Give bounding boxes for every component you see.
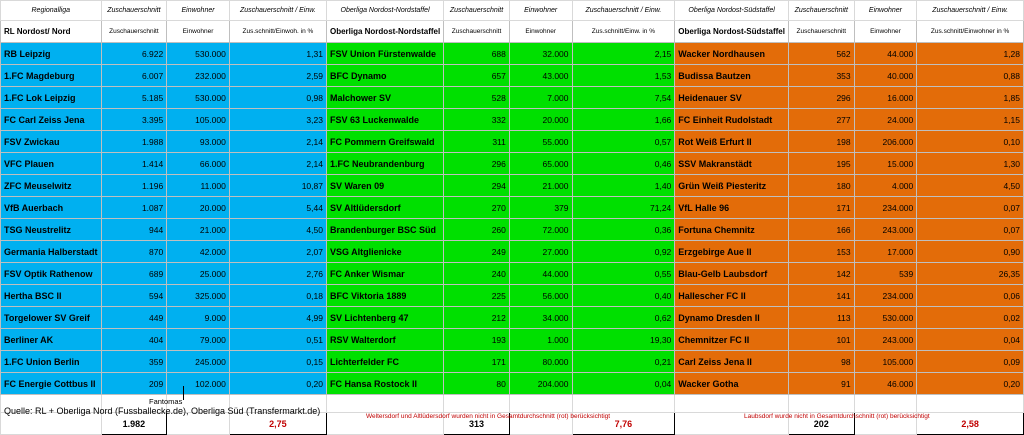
value-cell[interactable]: 0,90 (917, 241, 1024, 263)
empty-cell[interactable] (854, 395, 917, 413)
club-cell[interactable]: FC Energie Cottbus II (1, 373, 102, 395)
club-cell[interactable]: Blau-Gelb Laubsdorf (675, 263, 789, 285)
value-cell[interactable]: 101 (788, 329, 854, 351)
value-cell[interactable]: 4.000 (854, 175, 917, 197)
total-ratio-cell[interactable]: 2,75 (229, 413, 326, 435)
club-cell[interactable]: Dynamo Dresden II (675, 307, 789, 329)
value-cell[interactable]: 1.414 (101, 153, 167, 175)
header-cell[interactable]: Einwohner (854, 21, 917, 43)
value-cell[interactable]: 657 (444, 65, 510, 87)
value-cell[interactable]: 204.000 (509, 373, 572, 395)
empty-cell[interactable] (917, 395, 1024, 413)
value-cell[interactable]: 944 (101, 219, 167, 241)
value-cell[interactable]: 198 (788, 131, 854, 153)
value-cell[interactable]: 72.000 (509, 219, 572, 241)
value-cell[interactable]: 102.000 (167, 373, 230, 395)
club-cell[interactable]: Torgelower SV Greif (1, 307, 102, 329)
club-cell[interactable]: RB Leipzig (1, 43, 102, 65)
club-cell[interactable]: BFC Dynamo (326, 65, 443, 87)
value-cell[interactable]: 234.000 (854, 285, 917, 307)
fantomas-label: Fantomas (149, 397, 183, 406)
header-row (1, 21, 1024, 43)
club-cell[interactable]: Chemnitzer FC II (675, 329, 789, 351)
header-top-cell[interactable]: Oberliga Nordost-Südstaffel (675, 1, 789, 21)
value-cell[interactable]: 0,15 (229, 351, 326, 373)
club-cell[interactable]: Malchower SV (326, 87, 443, 109)
club-cell[interactable]: Rot Weiß Erfurt II (675, 131, 789, 153)
value-cell[interactable]: 105.000 (854, 351, 917, 373)
club-cell[interactable]: Heidenauer SV (675, 87, 789, 109)
table-row (1, 153, 1024, 175)
value-cell[interactable]: 249 (444, 241, 510, 263)
club-cell[interactable]: VfB Auerbach (1, 197, 102, 219)
value-cell[interactable]: 1,28 (917, 43, 1024, 65)
value-cell[interactable]: 6.922 (101, 43, 167, 65)
table-row (1, 65, 1024, 87)
table-row (1, 351, 1024, 373)
value-cell[interactable]: 212 (444, 307, 510, 329)
value-cell[interactable]: 1,85 (917, 87, 1024, 109)
value-cell[interactable]: 0,10 (917, 131, 1024, 153)
header-top-cell[interactable]: Zuschauerschnitt (444, 1, 510, 21)
header-top-cell[interactable]: Zuschauerschnitt (101, 1, 167, 21)
club-cell[interactable]: Carl Zeiss Jena II (675, 351, 789, 373)
value-cell[interactable]: 243.000 (854, 219, 917, 241)
value-cell[interactable]: 6.007 (101, 65, 167, 87)
value-cell[interactable]: 20.000 (509, 109, 572, 131)
value-cell[interactable]: 562 (788, 43, 854, 65)
club-cell[interactable]: FSV Zwickau (1, 131, 102, 153)
value-cell[interactable]: 1.000 (509, 329, 572, 351)
value-cell[interactable]: 0,07 (917, 197, 1024, 219)
value-cell[interactable]: 0,51 (229, 329, 326, 351)
value-cell[interactable]: 7,54 (572, 87, 675, 109)
value-cell[interactable]: 2,15 (572, 43, 675, 65)
value-cell[interactable]: 20.000 (167, 197, 230, 219)
club-cell[interactable]: VFC Plauen (1, 153, 102, 175)
value-cell[interactable]: 19,30 (572, 329, 675, 351)
total-ratio-cell[interactable]: 2,58 (917, 413, 1024, 435)
value-cell[interactable]: 689 (101, 263, 167, 285)
value-cell[interactable]: 93.000 (167, 131, 230, 153)
value-cell[interactable]: 80 (444, 373, 510, 395)
group-title-cell[interactable]: RL Nordost/ Nord (1, 21, 102, 43)
value-cell[interactable]: 25.000 (167, 263, 230, 285)
value-cell[interactable]: 0,98 (229, 87, 326, 109)
value-cell[interactable]: 0,06 (917, 285, 1024, 307)
empty-cell[interactable] (509, 395, 572, 413)
table-row (1, 241, 1024, 263)
club-cell[interactable]: Fortuna Chemnitz (675, 219, 789, 241)
north-note: Weltersdorf und Altlüdersdorf wurden nicht in Gesamtdurchschnitt (rot) berücksichtigt (366, 413, 611, 420)
value-cell[interactable]: 234.000 (854, 197, 917, 219)
club-cell[interactable]: Brandenburger BSC Süd (326, 219, 443, 241)
value-cell[interactable]: 3.395 (101, 109, 167, 131)
club-cell[interactable]: SV Lichtenberg 47 (326, 307, 443, 329)
club-cell[interactable]: Wacker Nordhausen (675, 43, 789, 65)
value-cell[interactable]: 34.000 (509, 307, 572, 329)
header-top-cell[interactable]: Einwohner (509, 1, 572, 21)
value-cell[interactable]: 0,20 (917, 373, 1024, 395)
value-cell[interactable]: 359 (101, 351, 167, 373)
empty-cell[interactable] (788, 395, 854, 413)
table-row (1, 263, 1024, 285)
value-cell[interactable]: 46.000 (854, 373, 917, 395)
value-cell[interactable]: 530.000 (167, 43, 230, 65)
value-cell[interactable]: 225 (444, 285, 510, 307)
value-cell[interactable]: 294 (444, 175, 510, 197)
value-cell[interactable]: 26,35 (917, 263, 1024, 285)
value-cell[interactable]: 539 (854, 263, 917, 285)
club-cell[interactable]: SSV Makranstädt (675, 153, 789, 175)
table-row (1, 307, 1024, 329)
value-cell[interactable]: 0,02 (917, 307, 1024, 329)
value-cell[interactable]: 2,14 (229, 131, 326, 153)
value-cell[interactable]: 232.000 (167, 65, 230, 87)
table-row (1, 285, 1024, 307)
value-cell[interactable]: 0,18 (229, 285, 326, 307)
value-cell[interactable]: 80.000 (509, 351, 572, 373)
value-cell[interactable]: 0,62 (572, 307, 675, 329)
value-cell[interactable]: 195 (788, 153, 854, 175)
value-cell[interactable]: 16.000 (854, 87, 917, 109)
header-row-top (1, 1, 1024, 21)
value-cell[interactable]: 0,20 (229, 373, 326, 395)
total-average-cell[interactable]: 313 (444, 413, 510, 435)
value-cell[interactable]: 141 (788, 285, 854, 307)
value-cell[interactable]: 530.000 (854, 307, 917, 329)
club-cell[interactable]: TSG Neustrelitz (1, 219, 102, 241)
table-row (1, 175, 1024, 197)
value-cell[interactable]: 404 (101, 329, 167, 351)
value-cell[interactable]: 0,46 (572, 153, 675, 175)
value-cell[interactable]: 2,76 (229, 263, 326, 285)
value-cell[interactable]: 0,88 (917, 65, 1024, 87)
club-cell[interactable]: Budissa Bautzen (675, 65, 789, 87)
value-cell[interactable]: 243.000 (854, 329, 917, 351)
value-cell[interactable]: 296 (444, 153, 510, 175)
value-cell[interactable]: 1,30 (917, 153, 1024, 175)
value-cell[interactable]: 296 (788, 87, 854, 109)
header-top-cell[interactable]: Zuschauerschnitt / Einw. (917, 1, 1024, 21)
club-cell[interactable]: FSV 63 Luckenwalde (326, 109, 443, 131)
value-cell[interactable]: 7.000 (509, 87, 572, 109)
value-cell[interactable]: 21.000 (509, 175, 572, 197)
club-cell[interactable]: VSG Altglienicke (326, 241, 443, 263)
value-cell[interactable]: 15.000 (854, 153, 917, 175)
header-cell[interactable]: Zus.schnitt/Einw. in % (572, 21, 675, 43)
empty-cell[interactable] (675, 395, 789, 413)
club-cell[interactable]: FC Pommern Greifswald (326, 131, 443, 153)
value-cell[interactable]: 5.185 (101, 87, 167, 109)
club-cell[interactable]: Hallescher FC II (675, 285, 789, 307)
table-row (1, 43, 1024, 65)
value-cell[interactable]: 153 (788, 241, 854, 263)
value-cell[interactable]: 0,04 (572, 373, 675, 395)
value-cell[interactable]: 379 (509, 197, 572, 219)
value-cell[interactable]: 65.000 (509, 153, 572, 175)
value-cell[interactable]: 24.000 (854, 109, 917, 131)
header-cell[interactable]: Zus.schnitt/Einwohner in % (917, 21, 1024, 43)
value-cell[interactable]: 688 (444, 43, 510, 65)
value-cell[interactable]: 32.000 (509, 43, 572, 65)
value-cell[interactable]: 0,92 (572, 241, 675, 263)
value-cell[interactable]: 0,55 (572, 263, 675, 285)
club-cell[interactable]: 1.FC Neubrandenburg (326, 153, 443, 175)
value-cell[interactable]: 0,21 (572, 351, 675, 373)
value-cell[interactable]: 353 (788, 65, 854, 87)
club-cell[interactable]: Erzgebirge Aue II (675, 241, 789, 263)
club-cell[interactable]: 1.FC Magdeburg (1, 65, 102, 87)
value-cell[interactable]: 21.000 (167, 219, 230, 241)
club-cell[interactable]: Grün Weiß Piesteritz (675, 175, 789, 197)
value-cell[interactable]: 142 (788, 263, 854, 285)
value-cell[interactable]: 2,14 (229, 153, 326, 175)
club-cell[interactable]: FC Hansa Rostock II (326, 373, 443, 395)
value-cell[interactable]: 113 (788, 307, 854, 329)
table-row (1, 329, 1024, 351)
header-cell[interactable]: Einwohner (167, 21, 230, 43)
value-cell[interactable]: 530.000 (167, 87, 230, 109)
value-cell[interactable]: 171 (444, 351, 510, 373)
value-cell[interactable]: 0,40 (572, 285, 675, 307)
header-top-cell[interactable]: Zuschauerschnitt (788, 1, 854, 21)
club-cell[interactable]: BFC Viktoria 1889 (326, 285, 443, 307)
value-cell[interactable]: 325.000 (167, 285, 230, 307)
total-ratio-cell[interactable]: 7,76 (572, 413, 675, 435)
value-cell[interactable]: 0,04 (917, 329, 1024, 351)
club-cell[interactable]: VfL Halle 96 (675, 197, 789, 219)
club-cell[interactable]: 1.FC Union Berlin (1, 351, 102, 373)
table-row (1, 109, 1024, 131)
value-cell[interactable]: 528 (444, 87, 510, 109)
club-cell[interactable]: Berliner AK (1, 329, 102, 351)
value-cell[interactable]: 105.000 (167, 109, 230, 131)
header-top-cell[interactable]: Oberliga Nordost-Nordstaffel (326, 1, 443, 21)
header-cell[interactable]: Einwohner (509, 21, 572, 43)
value-cell[interactable]: 66.000 (167, 153, 230, 175)
table-row (1, 87, 1024, 109)
club-cell[interactable]: FC Einheit Rudolstadt (675, 109, 789, 131)
value-cell[interactable]: 42.000 (167, 241, 230, 263)
value-cell[interactable]: 10,87 (229, 175, 326, 197)
value-cell[interactable]: 1,15 (917, 109, 1024, 131)
value-cell[interactable]: 0,07 (917, 219, 1024, 241)
value-cell[interactable]: 0,57 (572, 131, 675, 153)
value-cell[interactable]: 270 (444, 197, 510, 219)
empty-cell[interactable] (444, 395, 510, 413)
value-cell[interactable]: 79.000 (167, 329, 230, 351)
value-cell[interactable]: 1,66 (572, 109, 675, 131)
value-cell[interactable]: 166 (788, 219, 854, 241)
value-cell[interactable]: 4,99 (229, 307, 326, 329)
value-cell[interactable]: 3,23 (229, 109, 326, 131)
value-cell[interactable]: 1,31 (229, 43, 326, 65)
value-cell[interactable]: 245.000 (167, 351, 230, 373)
value-cell[interactable]: 332 (444, 109, 510, 131)
header-cell[interactable]: Zuschauerschnitt (444, 21, 510, 43)
club-cell[interactable]: SV Altlüdersdorf (326, 197, 443, 219)
empty-cell[interactable] (326, 395, 443, 413)
club-cell[interactable]: SV Waren 09 (326, 175, 443, 197)
value-cell[interactable]: 260 (444, 219, 510, 241)
value-cell[interactable]: 2,59 (229, 65, 326, 87)
value-cell[interactable]: 40.000 (854, 65, 917, 87)
value-cell[interactable]: 209 (101, 373, 167, 395)
value-cell[interactable]: 0,36 (572, 219, 675, 241)
header-top-cell[interactable]: Zuschauerschnitt / Einw. (229, 1, 326, 21)
header-cell[interactable]: Zuschauerschnitt (101, 21, 167, 43)
table-row (1, 373, 1024, 395)
value-cell[interactable]: 9.000 (167, 307, 230, 329)
club-cell[interactable]: Hertha BSC II (1, 285, 102, 307)
club-cell[interactable]: Lichterfelder FC (326, 351, 443, 373)
value-cell[interactable]: 4,50 (917, 175, 1024, 197)
source-note: Quelle: RL + Oberliga Nord (Fussballecke.de), Oberliga Süd (Transfermarkt.de) (4, 406, 321, 416)
value-cell[interactable]: 1.196 (101, 175, 167, 197)
header-top-cell[interactable]: Zuschauerschnitt / Einw. (572, 1, 675, 21)
value-cell[interactable]: 1.988 (101, 131, 167, 153)
club-cell[interactable]: RSV Walterdorf (326, 329, 443, 351)
club-cell[interactable]: Wacker Gotha (675, 373, 789, 395)
value-cell[interactable]: 44.000 (509, 263, 572, 285)
value-cell[interactable]: 277 (788, 109, 854, 131)
value-cell[interactable]: 449 (101, 307, 167, 329)
table-row (1, 219, 1024, 241)
club-cell[interactable]: ZFC Meuselwitz (1, 175, 102, 197)
value-cell[interactable]: 44.000 (854, 43, 917, 65)
value-cell[interactable]: 4,50 (229, 219, 326, 241)
value-cell[interactable]: 43.000 (509, 65, 572, 87)
total-average-cell[interactable]: 1.982 (101, 413, 167, 435)
header-top-cell[interactable]: Einwohner (167, 1, 230, 21)
cell-marker (183, 386, 184, 400)
table-row (1, 197, 1024, 219)
value-cell[interactable]: 2,07 (229, 241, 326, 263)
value-cell[interactable]: 1,53 (572, 65, 675, 87)
header-top-cell[interactable]: Einwohner (854, 1, 917, 21)
value-cell[interactable]: 55.000 (509, 131, 572, 153)
header-cell[interactable]: Zuschauerschnitt (788, 21, 854, 43)
header-top-cell[interactable]: Regionalliga (1, 1, 102, 21)
header-cell[interactable]: Zus.schnitt/Einwoh. in % (229, 21, 326, 43)
value-cell[interactable]: 171 (788, 197, 854, 219)
total-average-cell[interactable]: 202 (788, 413, 854, 435)
value-cell[interactable]: 5,44 (229, 197, 326, 219)
value-cell[interactable]: 98 (788, 351, 854, 373)
value-cell[interactable]: 11.000 (167, 175, 230, 197)
value-cell[interactable]: 1,40 (572, 175, 675, 197)
value-cell[interactable]: 311 (444, 131, 510, 153)
value-cell[interactable]: 17.000 (854, 241, 917, 263)
value-cell[interactable]: 594 (101, 285, 167, 307)
south-note: Laubsdorf wurde nicht in Gesamtdurchschnitt (rot) berücksichtigt (744, 413, 930, 420)
group-title-cell[interactable]: Oberliga Nordost-Südstaffel (675, 21, 789, 43)
club-cell[interactable]: 1.FC Lok Leipzig (1, 87, 102, 109)
empty-cell[interactable] (572, 395, 675, 413)
value-cell[interactable]: 71,24 (572, 197, 675, 219)
club-cell[interactable]: FSV Union Fürstenwalde (326, 43, 443, 65)
value-cell[interactable]: 206.000 (854, 131, 917, 153)
value-cell[interactable]: 180 (788, 175, 854, 197)
value-cell[interactable]: 91 (788, 373, 854, 395)
value-cell[interactable]: 240 (444, 263, 510, 285)
value-cell[interactable]: 193 (444, 329, 510, 351)
table-row (1, 131, 1024, 153)
group-title-cell[interactable]: Oberliga Nordost-Nordstaffel (326, 21, 443, 43)
club-cell[interactable]: Germania Halberstadt (1, 241, 102, 263)
club-cell[interactable]: FC Carl Zeiss Jena (1, 109, 102, 131)
club-cell[interactable]: FC Anker Wismar (326, 263, 443, 285)
value-cell[interactable]: 870 (101, 241, 167, 263)
value-cell[interactable]: 27.000 (509, 241, 572, 263)
value-cell[interactable]: 1.087 (101, 197, 167, 219)
value-cell[interactable]: 56.000 (509, 285, 572, 307)
club-cell[interactable]: FSV Optik Rathenow (1, 263, 102, 285)
value-cell[interactable]: 0,09 (917, 351, 1024, 373)
